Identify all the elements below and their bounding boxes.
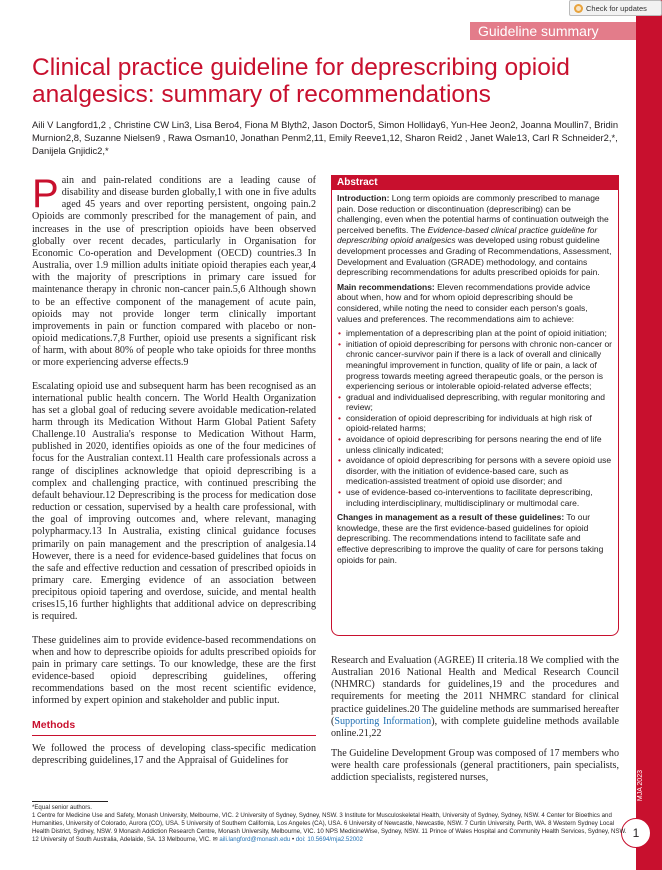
crossmark-icon (574, 4, 583, 13)
equal-authors-note: *Equal senior authors. (32, 804, 92, 811)
check-updates-label: Check for updates (586, 3, 647, 13)
abstract-changes (337, 512, 613, 565)
abstract-introduction (337, 193, 613, 278)
recommendation-list (337, 328, 613, 508)
check-for-updates-button[interactable] (569, 0, 662, 16)
right-paragraph-2: The Guideline Development Group was composed of 17 members who were health care professionals (general practitioners, pain specialists, addiction specialists, registered nurses, (331, 748, 619, 784)
abstract-main-label: Main recommendations: (337, 281, 435, 292)
body-paragraph-2: Escalating opioid use and subsequent harm has been recognised as an international public health concern. The World Health Organization has set a global goal of reducing severe avoidable medication-related harm through its Medication Without Harm Global Patient Safety Challenge.10 Australia's response to Medication Without Harm, published in 2020, identifies opioids as one of the four medicines of focus for the Australian context.11 Health care professionals across a range of disciplines acknowledge that opioid deprescribing is a complex and challenging practice, with continued prescribing the default behaviour.12 Deprescribing is the process for medication dose reduction or cessation, supervised by a health care professional, with the goal of improving outcomes and, where relevant, managing polypharmacy.13 In Australia, existing clinical guidance focuses primarily on pain management and the prescription of analgesia.14 However, there is a need for evidence-based guidelines that focus on the safe and effective reduction and cessation of prescribed opioids in primary care. Emerging evidence of an association between precipitous opioid tapering and overdose, suicide, and mental health crises15,16 further highlights that additional advice on deprescribing is required. (32, 380, 316, 623)
doi-link[interactable]: doi: 10.5694/mja2.52002 (295, 836, 363, 844)
affiliations-text: 1 Centre for Medicine Use and Safety, Monash University, Melbourne, VIC. 2 University of Sydney, Sydney, NSW. 3 Institute for Musculoskeletal Health, University of Sydney, Sydney, NSW. 4 Center for Bioethics and Humanities, University of Colorado, Aurora (CO), USA. 5 University of Southern California, Los Angeles (CA), USA. 6 University of Newcastle, Newcastle, NSW. 7 Curtin University, Perth, WA. 8 Western Sydney Local Health District, Sydney, NSW. 9 Monash Addiction Research Centre, Monash University, Melbourne, VIC. 10 NPS MedicineWise, Sydney, NSW. 11 Prince of Wales Hospital and Community Health Services, Sydney, NSW. 12 University of South Australia, Adelaide, SA. 13 Melbourne, VIC. (32, 812, 627, 844)
abstract-changes-label: Changes in management as a result of these guidelines: (337, 512, 565, 523)
abstract-intro-text-2: was developed using robust guideline development processes and Grading of Recommendations, Assessment, Development and Evaluation (GRADE) methodology, and contains deprescribing recommendations for adults prescribed opioids for pain. (337, 235, 612, 278)
body-paragraph-3: These guidelines aim to provide evidence-based recommendations on when and how to deprescribe opioids for adults prescribed opioids for pain in primary care settings. To our knowledge, these are the first evidence-based opioid deprescribing guidelines, offering recommendations based on the most recent scientific evidence, informed by expert opinion and stakeholder and public input. (32, 634, 316, 707)
abstract-body (332, 190, 618, 565)
journal-sidebar (636, 0, 662, 870)
abstract-intro-text: Long term opioids are commonly prescribed to manage pain. Dose reduction or discontinuation (deprescribing) can be challenging, even when the potential harms of continuation outweigh the perceived benefits. The (337, 193, 609, 235)
list-item: • gradual and individualised deprescribing, with regular monitoring and review; (337, 392, 613, 413)
right-paragraph-1a: Research and Evaluation (AGREE) II criteria.18 We complied with the Australian 2016 National Health and Medical Research Council (NHMRC) standards for guidelines,19 and the procedures and requirements for meeting the 2011 NHMRC standard for clinical practice guidelines.20 The guideline methods are summarised hereafter ( (331, 655, 619, 727)
intro-paragraph-text: ain and pain-related conditions are a leading cause of disability and disease burden globally,1 with one in five adults aged 45 years and over reporting persistent, ongoing pain.2 Opioids are commonly prescribed for the management of pain, and increases in the use of prescription opioids have been observed globally over recent decades, particularly in Organisation for Economic Co-operation and Development (OECD) countries.3 In Australia, over 1.9 million adults initiate opioid therapies each year,4 with the majority of prescriptions in primary care issued for maintenance therapy in chronic non-cancer pain.5,6 Although shown to be an effective component of the management of acute pain, opioids may not provide longer term clinically important improvements in pain or function compared with placebo or non-opioid medications.7,8 Further, opioid use presents a significant risk of harm, with about 80% of people who take opioids for three months or more experiencing adverse effects.9 (32, 175, 316, 369)
page-number: 1 (621, 818, 651, 848)
abstract-heading: Abstract (332, 176, 618, 190)
list-item: • implementation of a deprescribing plan at the point of opioid initiation; (337, 328, 613, 339)
affiliations: 1 Centre for Medicine Use and Safety, Monash University, Melbourne, VIC. 2 University of Sydney, Sydney, NSW. 3 Institute for Musculoskeletal Health, University of Sydney, Sydney, NSW. 4 Center for Bioethics and Humanities, University of Colorado, Aurora (CO), USA. 5 University of Southern California, Los Angeles (CA), USA. 6 University of Newcastle, Newcastle, NSW. 7 Curtin University, Perth, WA. 8 Western Sydney Local Health District, Sydney, NSW. 9 Monash Addiction Research Centre, Monash University, Melbourne, VIC. 10 NPS MedicineWise, Sydney, NSW. 11 Prince of Wales Hospital and Community Health Services, Sydney, NSW. 12 University of South Australia, Adelaide, SA. 13 Melbourne, VIC. ✉ aili.langford@monash.edu • doi: 10.5694/mja2.52002 (32, 812, 627, 844)
list-item: • use of evidence-based co-interventions to facilitate deprescribing, including interdisciplinary, multidisciplinary or multimodal care. (337, 487, 613, 508)
body-right-column (331, 655, 619, 793)
right-paragraph-1b: ), with complete guideline methods available online.21,22 (331, 715, 619, 739)
list-item: • avoidance of opioid deprescribing for persons with a severe opioid use disorder, with the initiation of evidence-based care, such as medication-assisted treatment of opioid use disorder; and (337, 455, 613, 487)
journal-label: MJA 2023 (637, 770, 644, 802)
footnotes (32, 804, 632, 844)
abstract-changes-text: To our knowledge, these are the first evidence-based guidelines for opioid deprescribing. The recommendations intend to facilitate safe and effective deprescribing to improve the quality of care for persons taking opioids for pain. (337, 512, 604, 565)
guideline-title-italic: Evidence-based clinical practice guideline for deprescribing opioid analgesics (337, 224, 598, 246)
footnote-divider (32, 801, 108, 802)
section-tag: Guideline summary (478, 23, 599, 39)
email-icon: ✉ (212, 836, 218, 844)
methods-heading: Methods (32, 718, 76, 731)
abstract-main-text: Eleven recommendations provide advice about when, how and for whom opioid deprescribing should be considered, while noting the need to consider each person's goals, values and preferences. The recommendations aim to achieve: (337, 281, 591, 324)
intro-paragraph (32, 172, 316, 370)
methods-divider (32, 735, 316, 736)
author-list: Aili V Langford1,2 , Christine CW Lin3, Lisa Bero4, Fiona M Blyth2, Jason Doctor5, Simon Holliday6, Yun-Hee Jeon2, Joanna Moullin7, Bridin Murnion2,8, Suzanne Nielsen9 , Rawa Osman10, Jonathan Penm2,11, Emily Reeve1,12, Sharon Reid2 , Janet Wale13, Carl R Schneider2,*, Danijela Gnjidic2,* (32, 119, 619, 157)
methods-paragraph: We followed the process of developing class-specific medication deprescribing guidelines,17 and the Appraisal of Guidelines for (32, 742, 316, 766)
supporting-information-link[interactable]: Supporting Information (334, 715, 432, 727)
abstract-box (331, 175, 619, 636)
article-title: Clinical practice guideline for deprescribing opioid analgesics: summary of recommendations (32, 54, 570, 108)
email-link[interactable]: aili.langford@monash.edu (219, 836, 291, 844)
body-left-column (32, 172, 316, 778)
list-item: • avoidance of opioid deprescribing for persons nearing the end of life unless clinically indicated; (337, 434, 613, 455)
list-item: • initiation of opioid deprescribing for persons with chronic non-cancer or chronic cancer-survivor pain if there is a lack of overall and clinically meaningful improvement in function, quality of life or pain, a lack of progress towards meeting agreed therapeutic goals, or the person is experiencing serious or intolerable opioid-related adverse effects; (337, 339, 613, 392)
abstract-main (337, 282, 613, 324)
right-paragraph-1 (331, 655, 619, 740)
drop-cap: P (32, 172, 59, 216)
list-item: • consideration of opioid deprescribing for individuals at high risk of opioid-related harms; (337, 413, 613, 434)
abstract-intro-label: Introduction: (337, 193, 390, 203)
